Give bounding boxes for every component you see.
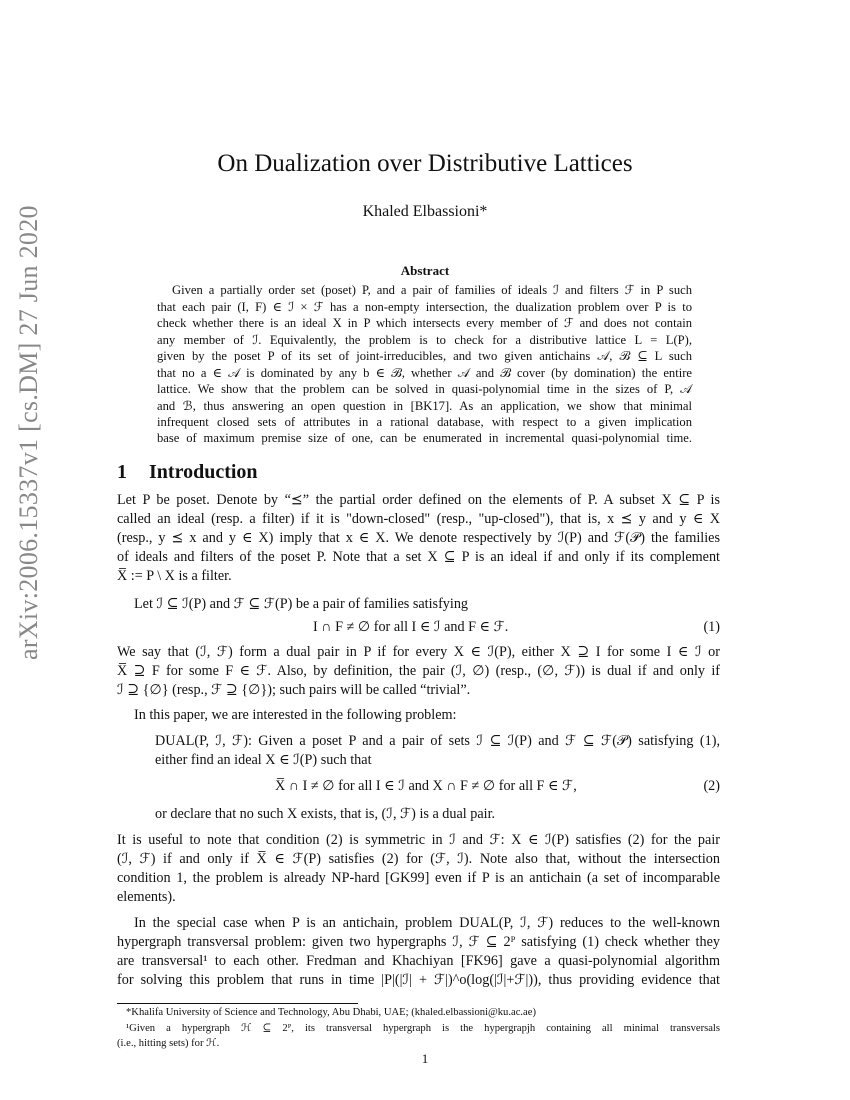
text-line: are transversal¹ to each other. Fredman and Khachiyan [FK96] gave a quasi-polynomial algorithm xyxy=(117,953,720,969)
text-line: (i.e., hitting sets) for ℋ. xyxy=(117,1038,220,1049)
section-title: Introduction xyxy=(149,461,258,483)
text-line: DUAL(P, ℐ, ℱ): Given a poset P and a pair of sets ℐ ⊆ ℐ(P) and ℱ ⊆ ℱ(𝒫) satisfying (1), xyxy=(155,733,720,749)
text-line: Let ℐ ⊆ ℐ(P) and ℱ ⊆ ℱ(P) be a pair of families satisfying xyxy=(134,596,469,612)
text-line: (ℐ, ℱ) if and only if X̅ ∈ ℱ(P) satisfies (2) for (ℱ, ℐ). Note also that, without the intersection xyxy=(117,851,720,867)
author: Khaled Elbassioni* xyxy=(362,203,488,220)
text-line: base of maximum premise size of one, can be enumerated in incremental quasi-polynomial time. xyxy=(157,431,692,446)
text-line: (1) xyxy=(703,619,720,635)
text-line: either find an ideal X ∈ ℐ(P) such that xyxy=(155,752,372,768)
text-line: or declare that no such X exists, that is, (ℐ, ℱ) is a dual pair. xyxy=(155,806,496,822)
text-line: ℐ ⊇ {∅} (resp., ℱ ⊇ {∅}); such pairs will be called “trivial”. xyxy=(117,682,471,698)
text-line: It is useful to note that condition (2) is symmetric in ℐ and ℱ: X ∈ ℐ(P) satisfies (2) for the pair xyxy=(117,832,720,848)
text-line: of ideals and filters of the poset P. Note that a set X ⊆ P is an ideal if and only if its complement xyxy=(117,549,720,565)
text-line: In the special case when P is an antichain, problem DUAL(P, ℐ, ℱ) reduces to the well-known xyxy=(134,915,720,931)
text-line: elements). xyxy=(117,889,176,905)
text-line: that each pair (I, F) ∈ ℐ × ℱ has a non-empty intersection, the dualization problem over P is to xyxy=(157,299,692,314)
section-number: 1 xyxy=(117,461,127,483)
text-line: check whether there is an ideal X in P which intersects every member of ℱ and does not contain xyxy=(157,316,692,331)
text-line: infrequent closed sets of attributes in a rational database, with respect to a given implication xyxy=(157,414,692,429)
text-line: lattice. We show that the problem can be solved in quasi-polynomial time in the sizes of P, 𝒜 xyxy=(157,381,692,396)
paper-title: On Dualization over Distributive Lattices xyxy=(217,150,633,177)
text-line: X̅ ⊇ F for some F ∈ ℱ. Also, by definition, the pair (ℐ, ∅) (resp., (∅, ℱ)) is dual if and only if xyxy=(117,663,720,679)
footnote-rule xyxy=(117,1003,358,1004)
text-line: and ℬ, thus answering an open question in [BK17]. As an application, we show that minimal xyxy=(157,399,692,414)
text-line: condition 1, the problem is already NP-hard [GK99] even if P is an antichain (a set of incomparable xyxy=(117,870,720,886)
text-line: (2) xyxy=(703,778,720,794)
section-heading xyxy=(117,461,280,484)
text-line: hypergraph transversal problem: given two hypergraphs ℐ, ℱ ⊆ 2ᴾ satisfying (1) check whether they xyxy=(117,934,720,950)
text-line: given by the poset P of its set of joint-irreducibles, and two given antichains 𝒜, ℬ ⊆ L such xyxy=(157,349,692,364)
text-line: *Khalifa University of Science and Technology, Abu Dhabi, UAE; (khaled.elbassioni@ku.ac.ae) xyxy=(126,1007,536,1018)
text-line: X̅ ∩ I ≠ ∅ for all I ∈ ℐ and X ∩ F ≠ ∅ for all F ∈ ℱ, xyxy=(275,778,577,794)
arxiv-stamp: arXiv:2006.15337v1 [cs.DM] 27 Jun 2020 xyxy=(14,205,43,660)
text-line: for solving this problem that runs in time |P|(|ℐ| + ℱ|)^o(log(|ℐ|+ℱ|)), thus providing evidence that xyxy=(117,972,720,988)
text-line: called an ideal (resp. a filter) if it is "down-closed" (resp., "up-closed"), that is, x ⪯ y and y ∈ X xyxy=(117,511,720,527)
text-line: We say that (ℐ, ℱ) form a dual pair in P if for every X ∈ ℐ(P), either X ⊇ I for some I ∈ ℐ or xyxy=(117,644,720,660)
text-line: In this paper, we are interested in the following problem: xyxy=(134,707,457,723)
text-line: any member of ℐ. Equivalently, the problem is to check for a distributive lattice L = L(P), xyxy=(157,332,692,347)
text-line: (resp., y ⪯ x and y ∈ X) imply that x ∈ X. We denote respectively by ℐ(P) and ℱ(𝒫) the families xyxy=(117,530,720,546)
text-line: that no a ∈ 𝒜 is dominated by any b ∈ ℬ, whether 𝒜 and ℬ cover (by domination) the entire xyxy=(157,366,692,380)
text-line: Given a partially order set (poset) P, and a pair of families of ideals ℐ and filters ℱ in P such xyxy=(172,283,692,297)
page-number: 1 xyxy=(421,1051,429,1066)
abstract-heading: Abstract xyxy=(400,263,450,278)
text-line: Let P be poset. Denote by “⪯” the partial order defined on the elements of P. A subset X ⊆ P is xyxy=(117,492,720,508)
text-line: I ∩ F ≠ ∅ for all I ∈ ℐ and F ∈ ℱ. xyxy=(313,619,509,635)
text-line: ¹Given a hypergraph ℋ ⊆ 2ᴾ, its transversal hypergraph is the hypergrapjh containing all minimal transversals xyxy=(126,1023,720,1034)
text-line: X̅ := P \ X is a filter. xyxy=(117,568,232,584)
